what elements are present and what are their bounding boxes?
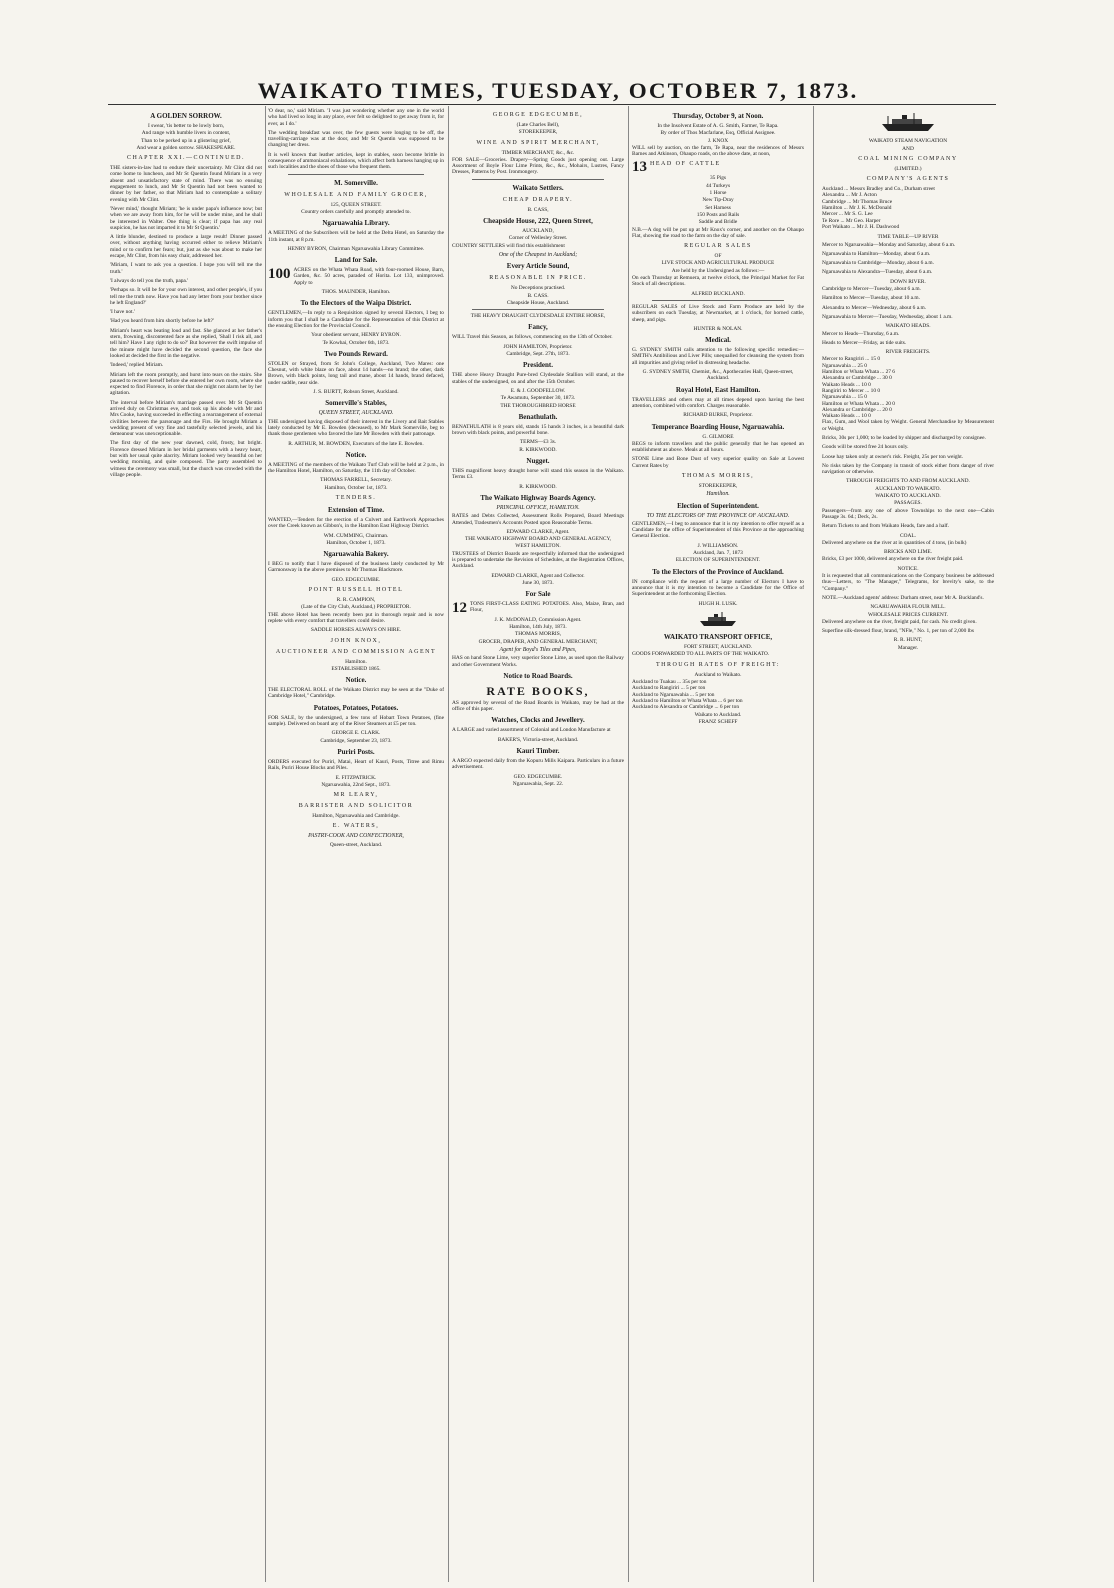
ad-line: 35 Pigs <box>709 175 727 182</box>
ad-text: G. SYDNEY SMITH calls attention to the following specific remedies:—SMITH's Antibilious and Liver Pills; unequalled for cleansing the system from all impurities and giving relief in distressing headache. <box>632 347 804 366</box>
rate-line: Auckland to Tuakau ... 35s per ton <box>632 679 707 686</box>
ad-heading: Thursday, October 9, at Noon. <box>672 112 764 120</box>
ad-line: 125, QUEEN STREET. <box>330 201 382 208</box>
column-2 <box>268 108 444 1583</box>
ad-signature: RICHARD BURKE, Proprietor. <box>683 412 753 419</box>
ad-line: Hamilton, Ngaruawahia and Cambridge. <box>312 813 400 820</box>
ad-date: Ngaruawahia, 22nd Sept., 1873. <box>321 781 391 788</box>
column-rule <box>448 106 449 1582</box>
ad-signature: R. ARTHUR, M. BOWDEN, Executors of the late E. Bowden. <box>288 440 424 447</box>
ad-subheading: TO THE ELECTORS OF THE PROVINCE OF AUCKLAND. <box>646 512 790 519</box>
ad-text: WILL Travel this Season, as follows, commencing on the 13th of October. <box>452 334 613 341</box>
ad-heading: BRICKS AND LIME. <box>883 549 933 556</box>
ad-line: 1 Horse <box>709 190 727 197</box>
ad-heading: Every Article Sound, <box>506 262 570 271</box>
ad-line: Hamilton. <box>345 658 367 665</box>
ad-heading: Notice. <box>345 676 367 685</box>
ad-subheading: COMPANY'S AGENTS <box>866 176 950 183</box>
ad-subheading: WHOLESALE AND FAMILY GROCER, <box>284 191 428 198</box>
ad-signature: HENRY BYRON, Chairman Ngaruawahia Library Committee. <box>287 245 425 252</box>
ad-date: Hamilton, October 1, 1873. <box>326 539 386 546</box>
ad-text: Bricks, 30s per 1,000; to be loaded by shipper and discharged by consignee. <box>822 434 986 441</box>
freight-line: Hamilton or Whata Whata ... 27 6 <box>822 369 896 376</box>
ad-text: TRAVELLERS and others may at all times depend upon having the best attention, combined with comfort. Charges reasonable. <box>632 396 804 409</box>
chapter-heading: CHAPTER XXI.—CONTINUED. <box>127 155 245 162</box>
ad-text: Ngaruawahia to Alexandra—Tuesday, about 6 a.m. <box>822 269 933 276</box>
ad-heading: E. WATERS, <box>332 823 380 830</box>
ad-heading: THE WAIKATO HIGHWAY BOARD AND GENERAL AGENCY, <box>465 536 611 543</box>
ad-signature: ALFRED BUCKLAND. <box>691 290 745 297</box>
ad-text: FOR SALE—Groceries. Drapery—Spring Goods just opening out. Large Assortment of Boyle Flour Lime Prints, &c., &c., Mohairs, Lustres, Fancy Dresses, Patterns by Post. Ironmongery. <box>452 156 624 176</box>
ad-text: A LARGE and varied assortment of Colonial and London Manufacture at <box>452 727 611 734</box>
ad-text: A MEETING of the members of the Waikato Turf Club will be held at 2 p.m., in the Hamilton Hotel, Hamilton, on Saturday, the 11th day of October. <box>268 461 444 475</box>
ad-heading: JOHN KNOX, <box>330 637 382 644</box>
ad-line: WEST HAMILTON. <box>515 543 561 550</box>
ad-line: SADDLE HORSES ALWAYS ON HIRE. <box>310 627 402 634</box>
ad-heading: J. KNOX <box>707 137 729 144</box>
ad-signature: EDWARD CLARKE, Agent. <box>506 528 570 535</box>
ad-line: Saddle and Bridle <box>698 219 738 226</box>
ad-subheading: PASTRY-COOK AND CONFECTIONER, <box>308 833 404 840</box>
ad-signature: EDWARD CLARKE, Agent and Collector. <box>491 572 585 579</box>
ad-heading: Waikato Settlers. <box>512 183 564 192</box>
ad-heading: M. Somerville. <box>334 178 378 187</box>
ad-heading: Kauri Timber. <box>516 747 560 756</box>
ad-signature: GEO. EDGECUMBE. <box>513 773 563 780</box>
ad-line: Corner of Wellesley Street. <box>508 235 568 242</box>
ad-text: ORDERS executed for Puriri, Matai, Heart of Kauri, Posts, Titree and Rimu Rails, Puriri House Blocks and Piles. <box>268 758 444 772</box>
ad-text: BENATHULATH is 8 years old, stands 15 hands 3 inches, is a beautiful dark brown with black points, and powerful bone. <box>452 423 624 437</box>
ad-text: GOODS FORWARDED TO ALL PARTS OF THE WAIKATO. <box>632 651 770 658</box>
ad-heading: Extension of Time. <box>328 505 384 514</box>
ad-signature: HUNTER & NOLAN. <box>693 325 743 332</box>
ad-line: AND <box>902 145 914 152</box>
ad-heading: Notice. <box>345 450 367 459</box>
ad-date: Auckland, Jan. 7, 1873 <box>693 550 743 557</box>
ad-heading: WAIKATO TRANSPORT OFFICE, <box>663 633 773 642</box>
ad-text: THE above Hotel has been recently been put in thorough repair and is now replete with every comfort that travellers could desire. <box>268 611 444 624</box>
column-1 <box>110 108 262 1583</box>
ad-line: OF <box>714 253 722 260</box>
ad-signature: FRANZ SCHEFF <box>698 718 738 725</box>
ad-line: By order of Thos Macfarlane, Esq, Official Assignee. <box>660 130 776 137</box>
column-3 <box>452 108 624 1583</box>
ad-heading: Somerville's Stables, <box>325 399 387 408</box>
ad-signature: BAKER'S, Victoria-street, Auckland. <box>497 736 579 743</box>
ad-text: RATES and Debts Collected, Assessment Rolls Prepared, Board Meetings Attended, Tradesmen's Accounts Posted upon Reasonable Terms. <box>452 513 624 526</box>
ad-text: A ARGO expected daily from the Kopuru Mills Kaipara. Particulars in a future advertisement. <box>452 758 624 771</box>
ad-text: THE undersigned having disposed of their interest in the Livery and Bait Stables lately conducted by Mr E. Bowden (deceased), to Mr Mark Somerville, beg to thank those gentlemen who favored the late Mr Bowden with their patronage. <box>268 418 444 438</box>
ad-text: No risks taken by the Company in transit of stock either from danger of river navigation or otherwise. <box>822 462 994 476</box>
ad-heading: COAL MINING COMPANY <box>858 155 958 162</box>
ad-signature: R. KIRKWOOD. <box>519 446 557 453</box>
freight-line: Mercer to Rangiriri ... 15 0 <box>822 356 881 363</box>
ad-text: Goods will be stored free 24 hours only. <box>822 444 909 451</box>
divider <box>288 174 424 175</box>
ad-text: THIS magnificent heavy draught horse will stand this season in the Waikato. Terms £3. <box>452 468 624 481</box>
story-paragraph: The first day of the new year dawned, cold, frosty, but bright. Florence dressed Miriam in her bridal garments with a heavy heart, but with her usual quite alacrity. Miriam looked very beautiful on her wedding morning, and quite composed. The party assembled to witness the ceremony was small, but the church was crowded with the village people. <box>110 440 262 478</box>
story-paragraph: Miriam's heart was beating loud and fast. She glanced at her father's stern, frowning, discontented face as she replied, 'Shall I risk all, and tell him? Have I any right to do so?' But however the swift impulse of the minute might have decided the second question, the face she looked at decided the first in the negative. <box>110 327 262 359</box>
ad-line: Auckland to Waikato. <box>694 671 742 678</box>
ad-heading: RATE BOOKS, <box>486 683 590 698</box>
ad-heading: TENDERS. <box>335 494 377 501</box>
story-paragraph: A little blunder, destined to produce a large result! Dinner passed over, without anything having occurred either to relieve Miriam's mind or to confirm her fears; but, just as she was about to make her escape, Mr Clint, from his easy chair, addressed her. <box>110 234 262 260</box>
ad-heading: WAIKATO STEAM NAVIGATION <box>868 138 948 145</box>
ad-line: B. CASS, <box>527 206 549 213</box>
rate-line: Auckland to Rangiriri ... 5 per ton <box>632 685 706 692</box>
ad-heading: Temperance Boarding House, Ngaruawahia. <box>651 422 785 431</box>
ad-date: Cambridge, September 23, 1873. <box>320 737 392 744</box>
ad-text <box>452 600 624 617</box>
ad-line: Waikato to Auckland. <box>694 711 742 718</box>
ad-text: Heads to Mercer—Friday, as tide suits. <box>822 339 907 346</box>
column-rule <box>265 106 266 1582</box>
ad-text <box>632 159 804 176</box>
ad-heading: Ngaruawahia Library. <box>322 219 390 228</box>
ad-text: Delivered anywhere on the river, freight paid, for cash. No credit given. <box>822 618 977 625</box>
freight-line: Ngaruawahia ... 15 0 <box>822 394 867 401</box>
ad-line: STOREKEEPER, <box>698 482 738 489</box>
ad-text: NOTE.—Auckland agents' address: Durham street, near Mr A. Buckland's. <box>822 594 984 601</box>
ad-line: Agent for Boyd's Tiles and Pipes, <box>499 646 577 653</box>
ad-heading: WAIKATO HEADS. <box>885 323 931 330</box>
ad-subheading: BARRISTER AND SOLICITOR <box>298 803 414 810</box>
story-paragraph: The wedding breakfast was over, the few guests were longing to be off, the travelling-carriage was at the door, and Mr St Quentin was supposed to be changing her dress. <box>268 129 444 149</box>
ad-text: STONE Lime and Bone Dust of very superior quality on Sale at Lowest Current Rates by <box>632 456 804 469</box>
rate-line: Auckland to Alexandra or Cambridge ... 6 per ton <box>632 704 740 711</box>
ad-line: STOREKEEPER, <box>518 129 558 136</box>
ad-text: Delivered anywhere on the river at in quantities of 4 tons, (in bulk) <box>822 539 967 546</box>
ad-subheading: QUEEN STREET, AUCKLAND. <box>318 410 394 417</box>
ad-subheading: AUCTIONEER AND COMMISSION AGENT <box>275 648 437 655</box>
ad-line: TERMS—£3 3s. <box>519 439 557 446</box>
ad-signature: GEO. EDGECUMBE. <box>331 576 381 583</box>
ad-heading: Puriri Posts. <box>337 747 375 756</box>
ad-text: Ngaruawahia to Cambridge—Monday, about 6 a.m. <box>822 260 934 267</box>
ad-line: R. R. CAMPION, <box>336 597 376 604</box>
ad-subheading: WHOLESALE PRICES CURRENT. <box>867 611 948 618</box>
agent-line: Mercer ... Mr S. G. Lee <box>822 211 873 218</box>
ad-heading: THOMAS MORRIS, <box>514 631 562 638</box>
ad-text: Alexandra to Mercer—Wednesday, about 6 a.m. <box>822 304 926 311</box>
ad-line: No Deceptions practised. <box>510 285 566 292</box>
ad-signature: JOHN HAMILTON, Proprietor. <box>503 343 573 350</box>
agent-line: Alexandra ... Mr J. Acton <box>822 192 877 199</box>
agent-line: Cambridge ... Mr Thomas Bruce <box>822 198 893 205</box>
ad-text: TRUSTEES of District Boards are respectfully informed that the undersigned is prepared to undertake the Revision of Schedules, at the Registration Offices, Auckland. <box>452 550 624 570</box>
ad-heading: THROUGH FREIGHTS TO AND FROM AUCKLAND. <box>846 478 970 485</box>
ad-line: AUCKLAND, <box>522 228 554 235</box>
ad-text-body: ACRES on the Whata Whata Road, with four-roomed House, Barn, Garden, &c. 50 acres, paraded of Horita. Lot 133, unimproved. Apply to <box>293 267 444 286</box>
story-paragraph: 'Had you heard from him shortly before he left?' <box>110 318 215 325</box>
ad-line: Hamilton. <box>706 491 730 498</box>
ad-line: 44 Turkeys <box>705 182 731 189</box>
ad-heading: THE HEAVY DRAUGHT CLYDESDALE ENTIRE HORSE, <box>470 313 606 320</box>
steamship-icon <box>632 611 804 629</box>
ad-heading: REGULAR SALES <box>684 243 752 250</box>
ad-heading: Cheapside House, 222, Queen Street, <box>483 217 593 226</box>
ad-line: (Late Charles Bell), <box>516 122 560 128</box>
ad-heading: PASSAGES. <box>894 500 922 507</box>
agent-line: Te Rore ... Mr Geo. Harper <box>822 217 881 224</box>
ad-text: Superfine silk-dressed flour, brand, "NFle," No. 1, per ton of 2,000 lbs <box>822 628 974 635</box>
ad-heading: POINT RUSSELL HOTEL <box>308 587 404 594</box>
ad-heading: NOTICE. <box>897 565 919 572</box>
ad-date: Hamilton, 14th July, 1873. <box>509 624 567 631</box>
rate-line: Auckland to Ngaruawahia ... 5 per ton <box>632 691 715 698</box>
freight-line: Rangiriri to Mercer ... 10 0 <box>822 387 881 394</box>
freight-line: Alexandra or Cambridge ... 20 0 <box>822 406 892 413</box>
freight-line: Hamilton or Whata Whata ... 20 0 <box>822 400 896 407</box>
ad-heading: Nugget. <box>526 457 550 466</box>
steamship-icon <box>822 112 994 134</box>
ad-line: FORT STREET, AUCKLAND. <box>683 644 753 651</box>
ad-number: 13 <box>632 159 647 176</box>
ad-heading: Royal Hotel, East Hamilton. <box>675 385 761 394</box>
ad-line: Are held by the Undersigned as follows:— <box>671 267 765 274</box>
ad-heading: Potatoes, Potatoes, Potatoes. <box>313 703 399 712</box>
agent-line: Port Waikato ... Mr J. H. Dashwood <box>822 223 900 230</box>
freight-line: Ngaruawahia ... 25 0 <box>822 362 867 369</box>
ad-heading: Medical. <box>705 336 731 345</box>
ad-date: Te Awamutu, September 30, 1873. <box>500 395 576 402</box>
divider <box>472 309 604 310</box>
ad-line: Queen-street, Auckland. <box>329 841 383 848</box>
ad-line: New Tip-Dray <box>702 197 734 204</box>
ad-text: Ngaruawahia to Hamilton—Monday, about 6 a.m. <box>822 250 931 257</box>
ad-signature: R. KIRKWOOD. <box>519 483 557 490</box>
agent-line: Auckland ... Messrs Bradley and Co., Durham street <box>822 186 935 193</box>
ad-text-body: TONS FIRST-CLASS EATING POTATOES. Also, Maize, Bran, and Flour, <box>470 601 624 614</box>
ad-line: LIVE STOCK AND AGRICULTURAL PRODUCE <box>661 260 775 267</box>
verse-line: And wear a golden sorrow. SHAKESPEARE. <box>136 144 236 151</box>
ad-heading: DOWN RIVER. <box>890 278 926 285</box>
ad-line: ESTABLISHED 1865. <box>331 665 381 672</box>
ad-line: (LIMITED.) <box>894 165 922 172</box>
ad-text: GENTLEMEN,—I beg to announce that it is my intention to offer myself as a Candidate for the office of Superintendent of this Province at the approaching General Election. <box>632 520 804 540</box>
ad-line: 150 Posts and Rails <box>696 211 740 218</box>
ad-heading: The Waikato Highway Boards Agency. <box>480 493 596 502</box>
ad-heading: COAL. <box>899 532 917 539</box>
ad-subheading: CHEAP DRAPERY. <box>502 196 574 203</box>
ad-heading: THE THOROUGHBRED HORSE <box>500 402 576 409</box>
ad-subheading: WINE AND SPIRIT MERCHANT, <box>476 139 600 146</box>
ad-heading: To the Electors of the Waipa District. <box>300 299 412 308</box>
ad-text: THE ELECTORAL ROLL of the Waikato District may be seen at the "Duke of Cambridge Hotel," Cambridge. <box>268 687 444 700</box>
freight-line: Waikato Heads ... 10 0 <box>822 413 871 420</box>
divider <box>472 179 604 180</box>
ad-number: 12 <box>452 600 467 617</box>
ad-text: Cambridge to Mercer—Tuesday, about 6 a.m. <box>822 286 921 293</box>
ad-text: Passengers—from any one of above Townships to the next one—Cabin Passage 3s. 6d.; Deck, 2s. <box>822 507 994 520</box>
story-title: A GOLDEN SORROW. <box>150 112 222 120</box>
ad-text: Mercer to Heads—Thursday, 6 a.m. <box>822 330 900 337</box>
ad-text: REGULAR SALES of Live Stock and Farm Produce are held by the subscribers on each Tuesday, at Newmarket, at 1 o'clock, for horned cattle, sheep, and pigs. <box>632 303 804 323</box>
story-paragraph: 'I have not.' <box>110 309 135 316</box>
verse-line: Than to be perked up in a glistering grief, <box>141 137 231 144</box>
ad-text: Loose hay taken only at owner's risk. Freight, 25s per ton weight. <box>822 453 964 460</box>
ad-text: WILL sell by auction, on the farm, Te Rapa, near the residences of Messrs Barnes and Atkinson, Ohaupo roads, on the above date, at noon, <box>632 144 804 158</box>
ad-heading: GEORGE EDGECUMBE, <box>492 112 584 118</box>
story-paragraph: 'I always do tell you the truth, papa.' <box>110 277 189 284</box>
ad-text: Hamilton to Mercer—Tuesday, about 10 a.m. <box>822 295 920 302</box>
ad-heading: ELECTION OF SUPERINTENDENT. <box>675 557 761 564</box>
ad-line: G. GILMORE <box>702 433 734 440</box>
ad-text: AS approved by several of the Road Boards in Waikato, may be had at the office of this paper. <box>452 699 624 713</box>
ad-text <box>268 267 444 286</box>
ad-line: TIMBER MERCHANT, &c., &c. <box>501 149 575 156</box>
ad-line: (Late of the City Club, Auckland,) PROPRIETOR. <box>301 604 411 611</box>
masthead-rule <box>108 104 996 105</box>
ad-heading: Benathulath. <box>518 412 558 421</box>
ad-text: I BEG to notify that I have disposed of the business lately conducted by Mr Garmonsway in the above premises to Mr Thomas Blackmore. <box>268 561 444 574</box>
ad-line: Cheapside House, Auckland. <box>506 299 570 306</box>
ad-date: Ngaruawahia, Sept. 22. <box>512 780 564 787</box>
ad-text: GENTLEMEN,—In reply to a Requisition signed by several Electors, I beg to inform you that I shall be a Candidate for the Representation of this District at the ensuing Election for the Provincial Council. <box>268 310 444 329</box>
divider <box>652 300 784 301</box>
story-paragraph: It is well known that leather articles, kept in stables, soon become brittle in consequence of ammoniacal exhalations, which affect both harness hanging up in such localities and the shoes of those who frequent them. <box>268 151 444 171</box>
story-paragraph: The interval before Miriam's marriage passed over. Mr St Quentin arrived duly on Christmas eve, and took up his abode with Mr and Mrs Cooke, having succeeded in effecting a rearrangement of external civilities between the parsonage and the Firs. He brought Miriam a wedding present of very fine and tastefully selected jewels, and his demeanour was unexceptionable. <box>110 399 262 438</box>
column-4 <box>632 108 804 1583</box>
ad-text: WANTED,—Tenders for the erection of a Culvert and Earthwork Approaches over the Creek known as Gibbon's, in the Hamilton East Highway District. <box>268 516 444 530</box>
ad-heading: NGARUAWAHIA FLOUR MILL. <box>870 604 946 611</box>
ad-heading: Fancy, <box>528 323 548 332</box>
ad-date: Te Kowhai, October 6th, 1873. <box>322 339 390 346</box>
ad-text: N.B.—A dog will be put up at Mr Knox's corner, and another on the Ohaupo Flat, showing the road to the farm on the day of sale. <box>632 226 804 239</box>
agent-line: Hamilton ... Mr J. K. McDonald <box>822 205 892 212</box>
ad-text: HAS on hand Stone Lime, very superior Stone Lime, as used upon the Railway and other Government Works. <box>452 655 624 668</box>
ad-subheading: REASONABLE IN PRICE. <box>489 275 587 282</box>
ad-line: One of the Cheapest in Auckland; <box>498 251 578 258</box>
story-paragraph: 'Never mind,' thought Miriam; 'he is under papa's influence now; but when we are away from him, for he will be under mine, and he shall be interested in Walter. One thing is clear; if papa has any real suspicion, he has not imparted it to Mr St Quentin.' <box>110 205 262 231</box>
ad-signature: R. R. HUNT, <box>893 637 923 644</box>
ad-heading: Notice to Road Boards. <box>503 671 573 680</box>
ad-signature: THOMAS FARRELL, Secretary. <box>320 477 392 484</box>
story-paragraph: 'Indeed,' replied Miriam. <box>110 362 164 369</box>
ad-line: Manager. <box>897 644 919 651</box>
ad-text: Flax, Gum, and Wool taken by Weight. General Merchandise by Measurement or Weight. <box>822 419 994 432</box>
ad-heading: To the Electors of the Province of Auckland. <box>652 567 784 576</box>
story-paragraph: THE sisters-in-law had to endure their uncertainty. Mr Clint did not come home to luncheon, and Mr St Quentin found Miriam in a very absent and unsatisfactory state of mind. There was no ensuing engagement to lunch, and Mr St Quentin had not been wanted to dinner by her father, so that Miriam had to contemplate a solitary evening with Mr Clint. <box>110 165 262 203</box>
ad-heading: MR LEARY, <box>333 792 379 799</box>
ad-signature: Your obedient servant, HENRY BYRON. <box>311 332 401 339</box>
ad-subheading: AUCKLAND TO WAIKATO. <box>875 485 941 492</box>
ad-subheading: THROUGH RATES OF FREIGHT: <box>655 661 781 668</box>
ad-line: Country orders carefully and promptly attended to. <box>301 208 411 215</box>
verse-line: And range with humble livers in content, <box>141 130 231 137</box>
ad-signature: B. CASS. <box>527 292 549 299</box>
ad-heading: Watches, Clocks and Jewellery. <box>491 716 585 725</box>
ad-signature: J. S. BURTT, Robson Street, Auckland. <box>313 389 399 396</box>
ad-text: A MEETING of the Subscribers will be held at the Delta Hotel, on Saturday the 11th instant, at 8 p.m. <box>268 230 444 243</box>
ad-heading: RIVER FREIGHTS. <box>885 349 931 356</box>
rate-line: Auckland to Hamilton or Whata Whata ... 6 per ton <box>632 697 743 704</box>
ad-number: 100 <box>268 266 291 283</box>
ad-signature: G. SYDNEY SMITH, Chemist, &c., Apothecaries Hall, Queen-street, Auckland. <box>642 369 794 382</box>
ad-heading: For Sale <box>525 590 551 599</box>
ad-signature: J. K. McDONALD, Commission Agent. <box>494 616 582 623</box>
story-paragraph: 'Miriam, I want to ask you a question. I hope you will tell me the truth.' <box>110 262 262 275</box>
ad-heading: TIME TABLE—UP RIVER <box>877 234 939 241</box>
ad-date: June 30, 1873. <box>522 579 554 586</box>
ad-date: Cambridge, Sept. 27th, 1873. <box>506 351 570 358</box>
ad-date: Hamilton, October 1st, 1873. <box>324 484 388 491</box>
ad-heading: Two Pounds Reward. <box>324 349 388 358</box>
ad-heading: Election of Superintendent. <box>677 501 759 510</box>
ad-signature: E. FITZPATRICK. <box>335 774 377 781</box>
ad-signature: WM. CUMMING, Chairman. <box>323 532 389 539</box>
freight-line: Alexandra or Cambridge ... 30 0 <box>822 375 892 382</box>
column-rule <box>628 106 629 1582</box>
ad-signature: GEORGE E. CLARK. <box>331 730 381 737</box>
ad-signature: THOMAS MORRIS, <box>681 472 755 479</box>
column-5 <box>822 108 994 1583</box>
ad-text: Mercer to Ngaruawahia—Monday and Saturday, about 6 a.m. <box>822 241 956 248</box>
story-paragraph: 'Perhaps so. It will be for your own interest, and other people's, if you tell me the truth now. Have you had any letter from your brother since he left England?' <box>110 287 262 306</box>
ad-signature: THOS. MAUNDER, Hamilton. <box>321 289 391 296</box>
column-rule <box>813 106 814 1582</box>
ad-text: FOR SALE, by the undersigned, a few tons of Hobart Town Potatoes, (fine sample). Delivered on board any of the River Steamers at £5 per ton. <box>268 714 444 728</box>
ad-text: STOLEN or Strayed, from St John's College, Auckland, Two Mares: one Chesnut, with white blaze on face, about 14 hands—no brand; the other, dark Brown, with black points, long tail and mane, about 14 hands, brand defaced, under saddle, near side. <box>268 360 444 386</box>
ad-heading: Land for Sale. <box>334 256 378 265</box>
ad-text: Ngaruawahia to Mercer—Tuesday, Wednesday, about 1 a.m. <box>822 313 953 320</box>
ad-subheading: WAIKATO TO AUCKLAND. <box>875 493 941 500</box>
freight-line: Waikato Heads ... 10 0 <box>822 381 871 388</box>
ad-signature: E. & J. GOODFELLOW. <box>510 387 566 394</box>
ad-text: Return Tickets to and from Waikato Heads, fare and a half. <box>822 523 950 530</box>
ad-line: Set Harness <box>705 204 731 211</box>
ad-signature: J. WILLIAMSON. <box>697 542 739 549</box>
ad-line: In the Insolvent Estate of A. G. Smith, Farmer, Te Rapa. <box>657 123 779 129</box>
ad-text: It is requested that all communications on the Company business be addressed thus—Letters, to "The Manager," Telegrams, for brevity's sake, to the "Company." <box>822 573 994 592</box>
ad-text: COUNTRY SETTLERS will find this establishment <box>452 242 565 249</box>
ad-line: GROCER, DRAPER, AND GENERAL MERCHANT, <box>478 638 598 645</box>
ad-heading: Ngaruawahia Bakery. <box>323 550 389 559</box>
ad-subheading: PRINCIPAL OFFICE, HAMILTON. <box>496 504 580 511</box>
ad-text: THE above Heavy Draught Pure-bred Clydesdale Stallion will stand, at the stables of the undersigned, on and after the 15th October. <box>452 372 624 385</box>
ad-text: IN compliance with the request of a large number of Electors I have to announce that it is my intention to become a Candidate for the Office of Superintendent at the forthcoming Election. <box>632 578 804 598</box>
ad-text: On each Thursday at Remuera, at twelve o'clock, the Principal Market for Fat Stock of all descriptions. <box>632 275 804 288</box>
masthead: WAIKATO TIMES, TUESDAY, OCTOBER 7, 1873. <box>257 78 859 103</box>
ad-text: BEGS to inform travellers and the public generally that he has opened an establishment as above. Meals at all hours. <box>632 440 804 454</box>
ad-signature: HUGH H. LUSK. <box>698 600 738 607</box>
ad-subheading: HEAD OF CATTLE <box>650 161 721 168</box>
ad-heading: President. <box>522 361 553 370</box>
ad-text: Bricks, £3 per 1000, delivered anywhere on the river freight paid. <box>822 556 964 563</box>
verse-line: I swear, 'tis better to be lowly born, <box>147 123 225 129</box>
story-paragraph: Miriam left the room promptly, and hurst into tears on the stairs. She paused to recover herself before she entered her own room, where she expected to find Florence, in order that she might not alarm her by her agitation. <box>110 371 262 397</box>
story-paragraph: 'O dear, no,' said Miriam. 'I was just wondering whether any one in the world who had lived so long in any place, ever felt so delighted to get away from it, for ever, as I do.' <box>268 108 444 127</box>
